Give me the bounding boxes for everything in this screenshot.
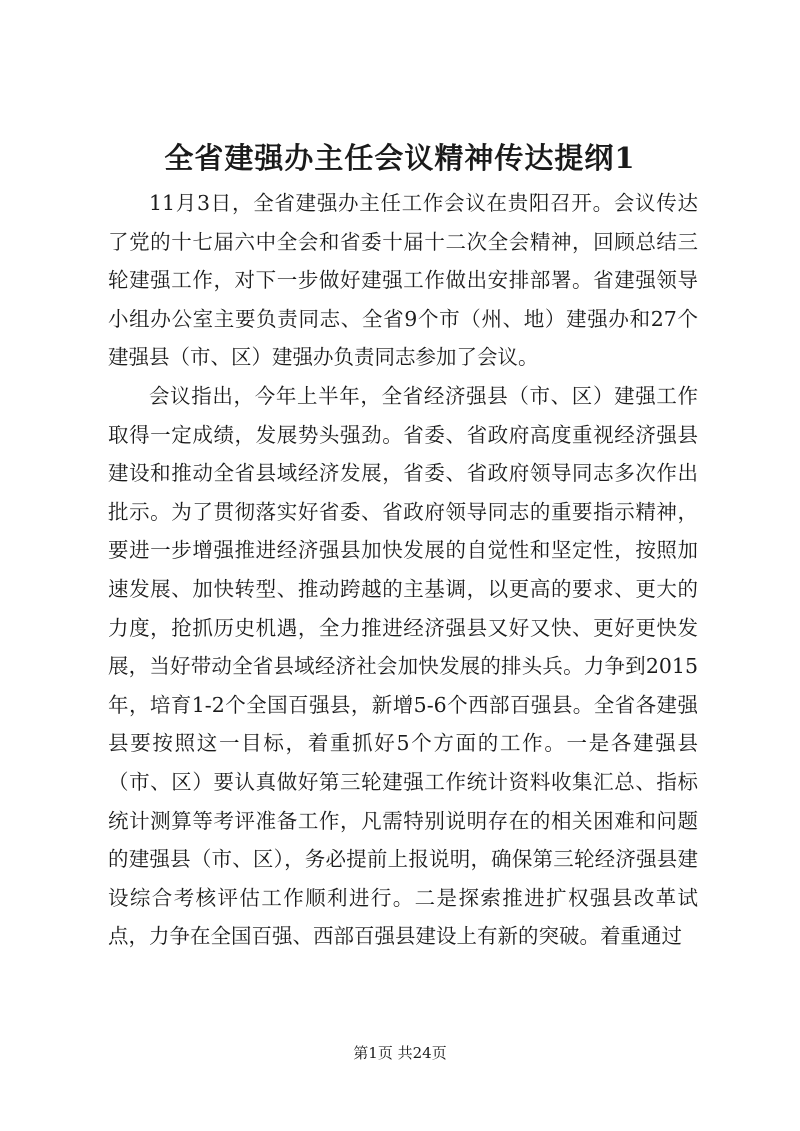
paragraph-2: 会议指出，今年上半年，全省经济强县（市、区）建强工作取得一定成绩，发展势头强劲。省委、省政府高度重视经济强县建设和推动全省县域经济发展，省委、省政府领导同志多次作出批示。为了贯彻落实好省委、省政府领导同志的重要指示精神，要进一步增强推进经济强县加快发展的自觉性和坚定性，按照加速发展、加快转型、推动跨越的主基调，以更高的要求、更大的力度，抢抓历史机遇，全力推进经济强县又好又快、更好更快发展，当好带动全省县域经济社会加快发展的排头兵。力争到2015年，培育1-2个全国百强县，新增5-6个西部百强县。全省各建强县要按照这一目标，着重抓好5个方面的工作。一是各建强县（市、区）要认真做好第三轮建强工作统计资料收集汇总、指标统计测算等考评准备工作，凡需特别说明存在的相关困难和问题的建强县（市、区），务必提前上报说明，确保第三轮经济强县建设综合考核评估工作顺利进行。二是探索推进扩权强县改革试点，力争在全国百强、西部百强县建设上有新的突破。着重通过 bbox=[108, 383, 698, 949]
document-body bbox=[108, 184, 698, 956]
document-title: 全省建强办主任会议精神传达提纲1 bbox=[164, 141, 636, 175]
paragraph-1: 11月3日，全省建强办主任工作会议在贵阳召开。会议传达了党的十七届六中全会和省委十届十二次全会精神，回顾总结三轮建强工作，对下一步做好建强工作做出安排部署。省建强领导小组办公室主要负责同志、全省9个市（州、地）建强办和27个建强县（市、区）建强办负责同志参加了会议。 bbox=[108, 191, 698, 370]
page-number-footer: 第1页 共24页 bbox=[353, 1044, 447, 1062]
